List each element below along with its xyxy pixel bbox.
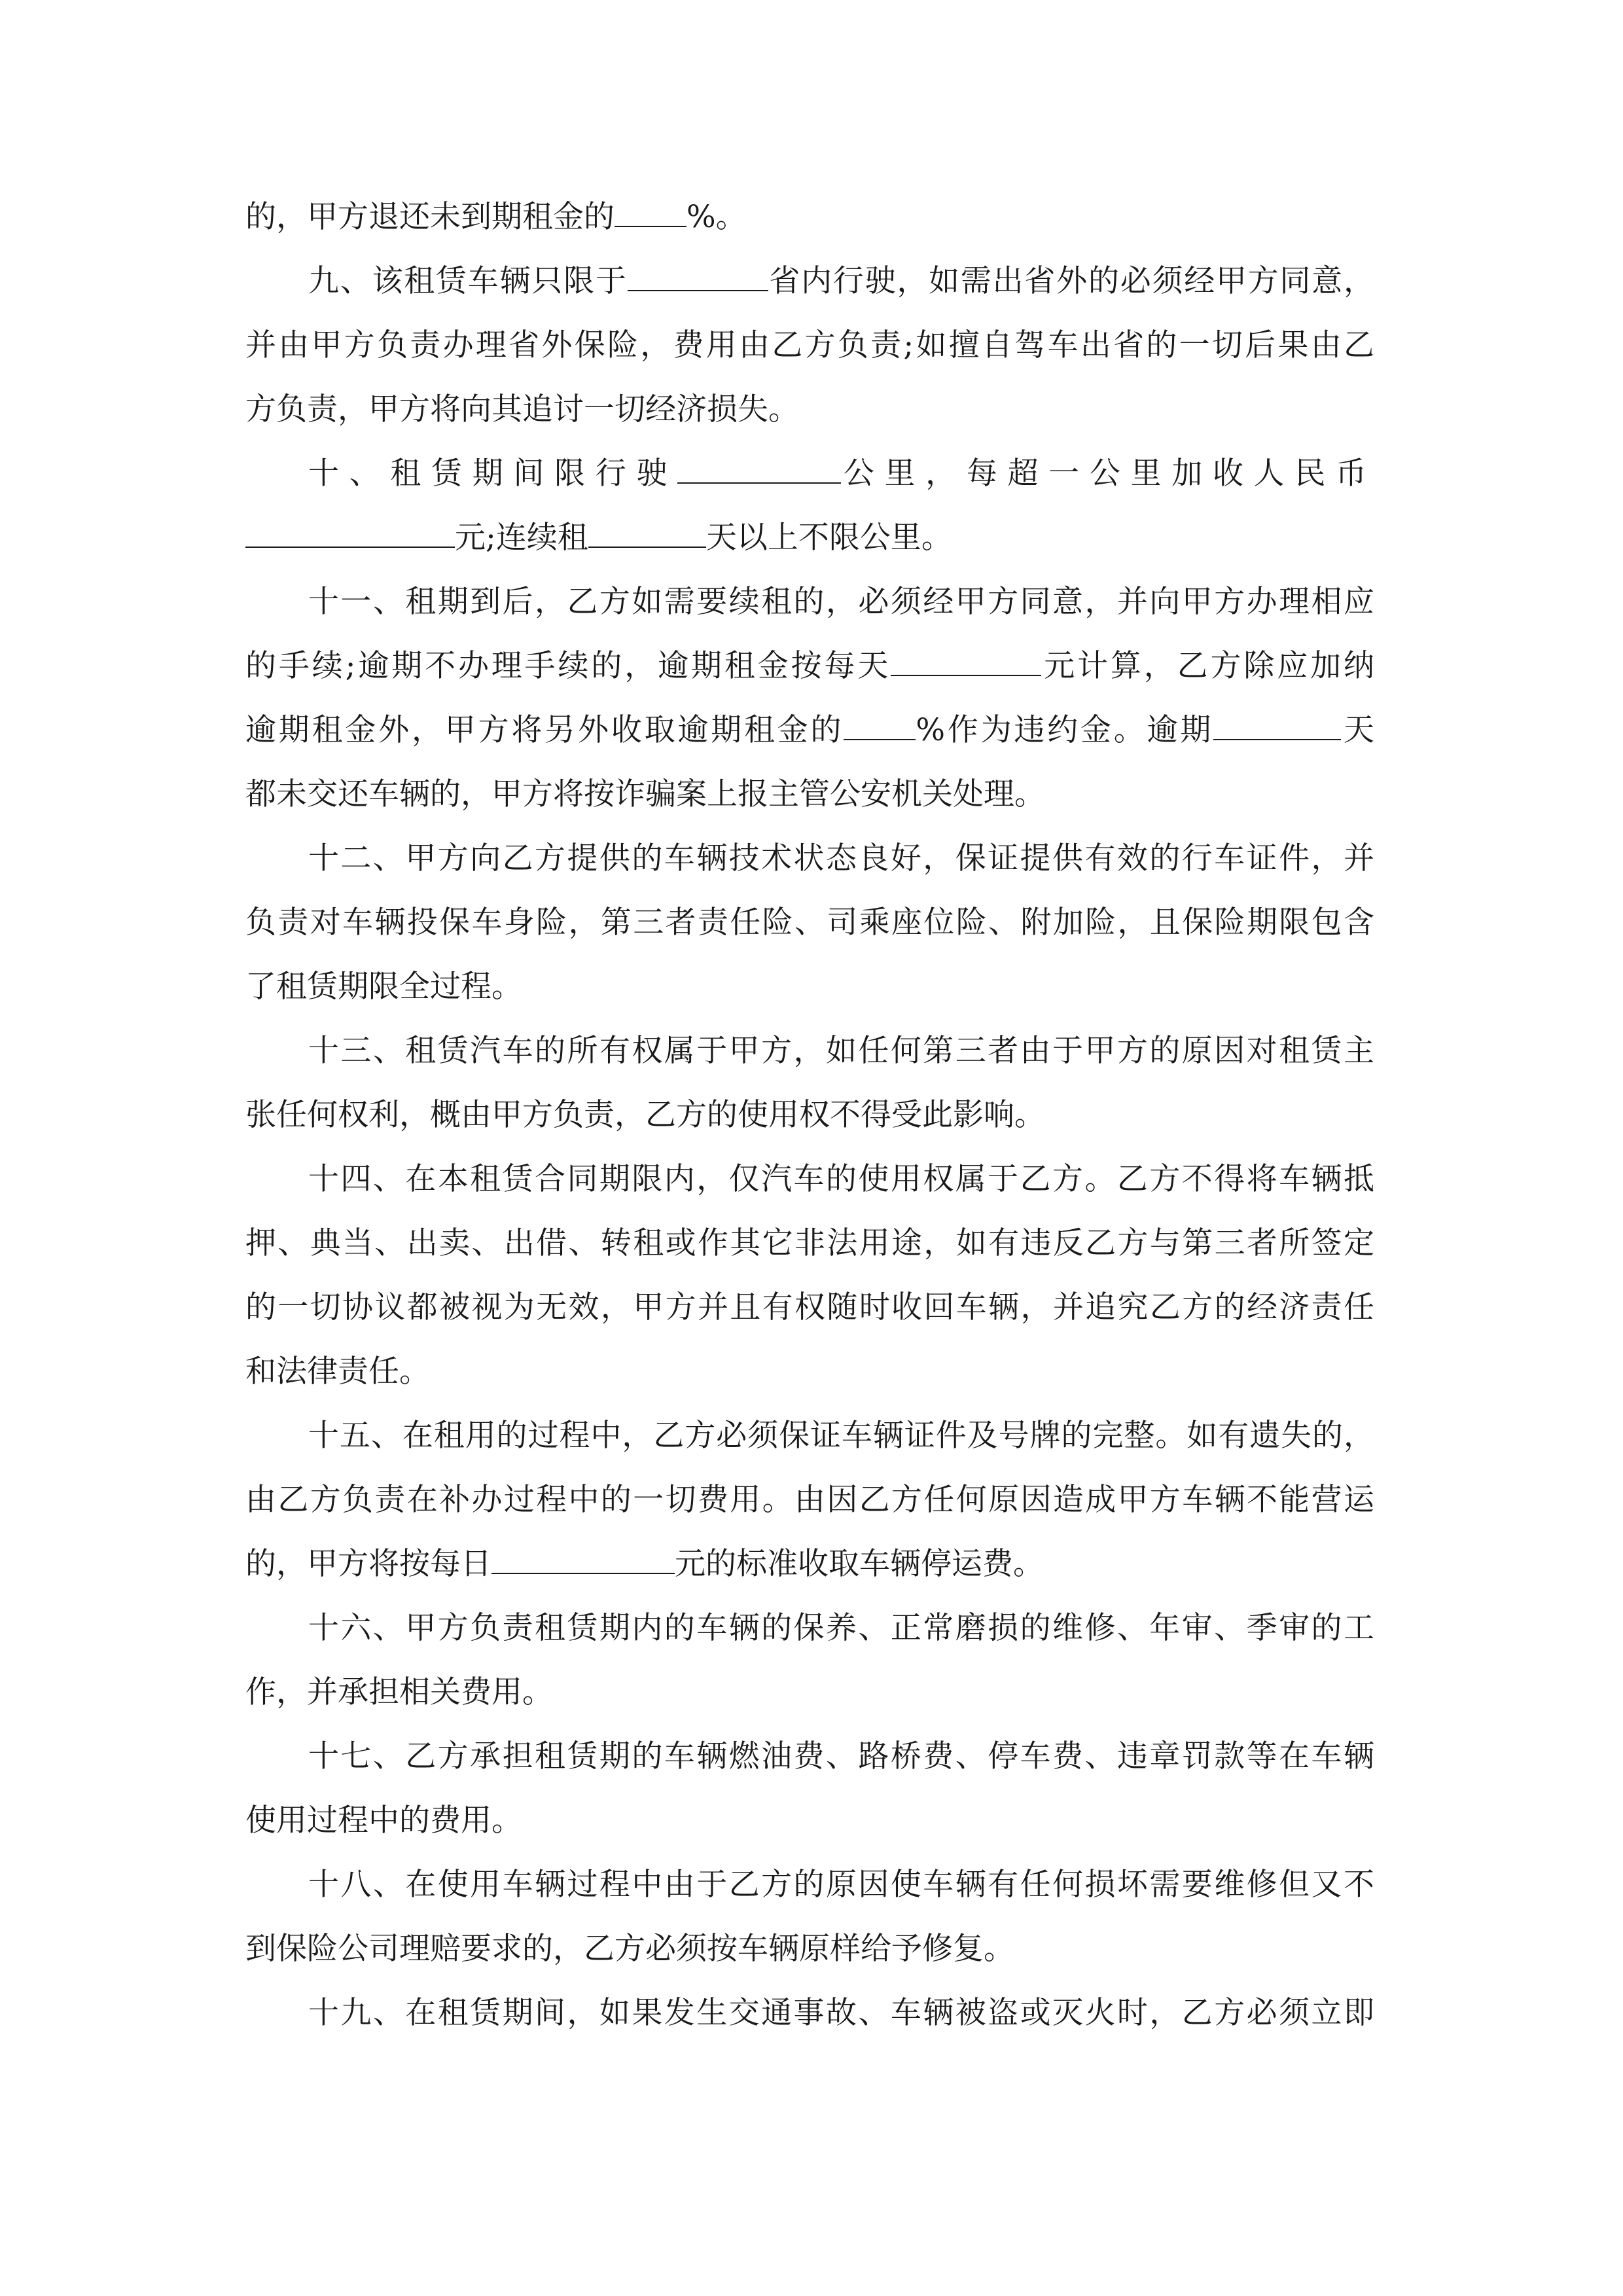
text-line <box>245 1221 1374 1265</box>
paragraph-p16 <box>245 1606 1374 1714</box>
text-line <box>245 1991 1374 2035</box>
text-segment: 到保险公司理赔要求的，乙方必须按车辆原样给予修复。 <box>245 1931 1014 1967</box>
text-line <box>245 836 1374 880</box>
fill-in-blank[interactable] <box>891 649 1041 676</box>
text-segment: 十八、在使用车辆过程中由于乙方的原因使车辆有任何损坏需要维修但又不 <box>308 1867 1374 1903</box>
fill-in-blank[interactable] <box>1213 713 1341 740</box>
text-segment: 的一切协议都被视为无效，甲方并且有权随时收回车辆，并追究乙方的经济责任 <box>245 1289 1374 1325</box>
text-line <box>245 1478 1374 1522</box>
text-segment: 九、该租赁车辆只限于 <box>308 263 628 299</box>
text-segment: 作，并承担相关费用。 <box>245 1674 553 1710</box>
text-line <box>245 1285 1374 1329</box>
text-segment: 省内行驶，如需出省外的必须经甲方同意， <box>768 263 1374 299</box>
text-segment: 元计算，乙方除应加纳 <box>1041 648 1374 684</box>
document-page <box>245 195 1374 2055</box>
text-line <box>245 965 1374 1009</box>
paragraph-p9 <box>245 259 1374 431</box>
text-segment: 十二、甲方向乙方提供的车辆技术状态良好，保证提供有效的行车证件，并 <box>308 840 1374 876</box>
fill-in-blank[interactable] <box>615 200 687 227</box>
text-segment: 十七、乙方承担租赁期的车辆燃油费、路桥费、停车费、违章罚款等在车辆 <box>308 1738 1374 1774</box>
text-segment: 由乙方负责在补办过程中的一切费用。由因乙方任何原因造成甲方车辆不能营运 <box>245 1482 1374 1518</box>
text-line <box>245 1799 1374 1842</box>
fill-in-blank[interactable] <box>491 1547 675 1574</box>
text-line <box>245 1734 1374 1778</box>
text-line <box>245 1093 1374 1137</box>
text-line <box>245 580 1374 624</box>
fill-in-blank[interactable] <box>844 713 916 740</box>
text-line <box>245 195 1374 239</box>
text-line <box>245 1542 1374 1586</box>
text-segment: 十五、在租用的过程中，乙方必须保证车辆证件及号牌的完整。如有遗失的， <box>308 1418 1374 1454</box>
paragraph-p-cont <box>245 195 1374 239</box>
text-segment: 元的标准收取车辆停运费。 <box>675 1546 1044 1582</box>
text-segment: 公里，每超一公里加收人民币 <box>841 456 1374 492</box>
text-segment: 负责对车辆投保车身险，第三者责任险、司乘座位险、附加险，且保险期限包含 <box>245 905 1374 941</box>
text-line <box>245 1670 1374 1714</box>
text-segment: 的，甲方将按每日 <box>245 1546 491 1582</box>
text-line <box>245 644 1374 688</box>
text-segment: 的手续;逾期不办理手续的，逾期租金按每天 <box>245 648 891 684</box>
paragraph-p10 <box>245 452 1374 560</box>
text-line <box>245 1414 1374 1458</box>
contract-body <box>245 195 1374 2035</box>
text-segment: 十九、在租赁期间，如果发生交通事故、车辆被盗或灭火时，乙方必须立即 <box>308 1995 1374 2031</box>
text-line <box>245 772 1374 816</box>
text-segment: 使用过程中的费用。 <box>245 1803 522 1839</box>
text-line <box>245 516 1374 560</box>
text-line <box>245 1863 1374 1907</box>
paragraph-p13 <box>245 1029 1374 1137</box>
text-segment: 押、典当、出卖、出借、转租或作其它非法用途，如有违反乙方与第三者所签定 <box>245 1225 1374 1261</box>
paragraph-p11 <box>245 580 1374 816</box>
text-segment: 十、租赁期间限行驶 <box>308 456 678 492</box>
text-line <box>245 259 1374 303</box>
paragraph-p15 <box>245 1414 1374 1586</box>
text-segment: 天以上不限公里。 <box>705 520 952 556</box>
text-segment: 和法律责任。 <box>245 1354 430 1390</box>
text-line <box>245 1350 1374 1393</box>
text-segment: 了租赁期限全过程。 <box>245 969 522 1005</box>
text-line <box>245 1927 1374 1971</box>
paragraph-p17 <box>245 1734 1374 1842</box>
text-segment: 并由甲方负责办理省外保险，费用由乙方负责;如擅自驾车出省的一切后果由乙 <box>245 327 1374 363</box>
text-segment: 天 <box>1341 712 1374 748</box>
text-segment: 方负责，甲方将向其追讨一切经济损失。 <box>245 391 799 427</box>
text-line <box>245 1157 1374 1201</box>
paragraph-p18 <box>245 1863 1374 1971</box>
paragraph-p12 <box>245 836 1374 1009</box>
text-segment: 都未交还车辆的，甲方将按诈骗案上报主管公安机关处理。 <box>245 776 1045 812</box>
fill-in-blank[interactable] <box>245 520 455 548</box>
fill-in-blank[interactable] <box>588 520 706 548</box>
text-segment: 十一、租期到后，乙方如需要续租的，必须经甲方同意，并向甲方办理相应 <box>308 584 1374 620</box>
text-line <box>245 708 1374 752</box>
text-segment: 的，甲方退还未到期租金的 <box>245 199 615 235</box>
text-line <box>245 452 1374 495</box>
text-segment: 逾期租金外，甲方将另外收取逾期租金的 <box>245 712 844 748</box>
text-segment: %。 <box>687 199 747 235</box>
paragraph-p19 <box>245 1991 1374 2035</box>
text-segment: 十四、在本租赁合同期限内，仅汽车的使用权属于乙方。乙方不得将车辆抵 <box>308 1161 1374 1197</box>
text-segment: 元;连续租 <box>455 520 588 556</box>
text-line <box>245 1606 1374 1650</box>
text-segment: 张任何权利，概由甲方负责，乙方的使用权不得受此影响。 <box>245 1097 1045 1133</box>
text-line <box>245 387 1374 431</box>
text-segment: 十三、租赁汽车的所有权属于甲方，如任何第三者由于甲方的原因对租赁主 <box>308 1033 1374 1069</box>
fill-in-blank[interactable] <box>628 264 768 291</box>
text-segment: %作为违约金。逾期 <box>916 712 1214 748</box>
text-line <box>245 901 1374 944</box>
fill-in-blank[interactable] <box>677 456 841 484</box>
paragraph-p14 <box>245 1157 1374 1393</box>
text-line <box>245 1029 1374 1073</box>
text-line <box>245 323 1374 367</box>
text-segment: 十六、甲方负责租赁期内的车辆的保养、正常磨损的维修、年审、季审的工 <box>308 1610 1374 1646</box>
